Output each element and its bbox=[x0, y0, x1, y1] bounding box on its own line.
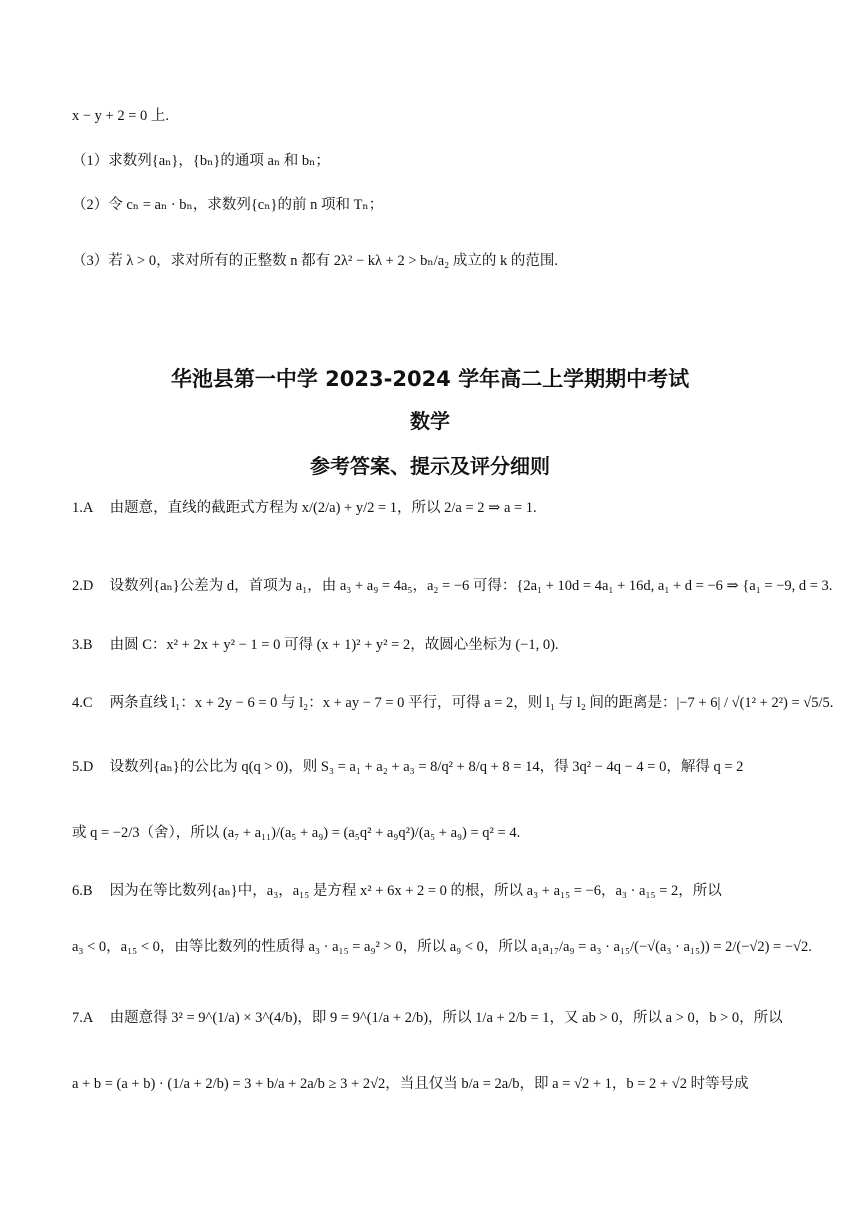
answer-text: a₃ < 0，a₁₅ < 0，由等比数列的性质得 a₃ · a₁₅ = a₉² > 0，所以 a₉ < 0，所以 a₁a₁₇/a₉ = a₃ · a₁₅/(−√(a₃ · a₁₅)) = 2/(−√2) = −√2. bbox=[72, 939, 812, 955]
answer-item-continued bbox=[72, 822, 800, 844]
answer-item bbox=[72, 575, 833, 597]
answer-number: 2.D bbox=[72, 578, 94, 594]
problem-part-3: （3）若 λ > 0，求对所有的正整数 n 都有 2λ² − kλ + 2 > bₙ/a₂ 成立的 k 的范围. bbox=[72, 253, 558, 269]
problem-part-2: （2）令 cₙ = aₙ · bₙ，求数列{cₙ}的前 n 项和 Tₙ； bbox=[72, 197, 384, 213]
answer-item-continued bbox=[72, 1073, 800, 1095]
answer-item bbox=[72, 692, 834, 714]
problem-line-condition: x − y + 2 = 0 上. bbox=[72, 108, 170, 124]
answer-item bbox=[72, 880, 800, 902]
answer-number: 4.C bbox=[72, 695, 93, 711]
answer-text: 由题意，直线的截距式方程为 x/(2/a) + y/2 = 1，所以 2/a = 2 ⇒ a = 1. bbox=[109, 500, 537, 516]
answer-text: 由题意得 3² = 9^(1/a) × 3^(4/b)，即 9 = 9^(1/a + 2/b)，所以 1/a + 2/b = 1，又 ab > 0，所以 a > 0，b > 0，所以 bbox=[109, 1010, 783, 1026]
answer-text: a + b = (a + b) · (1/a + 2/b) = 3 + b/a + 2a/b ≥ 3 + 2√2，当且仅当 b/a = 2a/b，即 a = √2 + 1，b = 2 + √2 时等号成 bbox=[72, 1076, 749, 1092]
answer-number: 3.B bbox=[72, 637, 93, 653]
answer-text: 设数列{aₙ}公差为 d，首项为 a₁，由 a₃ + a₉ = 4a₅，a₂ = −6 可得：{2a₁ + 10d = 4a₁ + 16d, a₁ + d = −6 ⇒ {a₁ = −9, d = 3. bbox=[109, 578, 833, 594]
answer-text: 设数列{aₙ}的公比为 q(q > 0)，则 S₃ = a₁ + a₂ + a₃ = 8/q² + 8/q + 8 = 14，得 3q² − 4q − 4 = 0，解得 q = 2 bbox=[109, 759, 744, 775]
answer-number: 1.A bbox=[72, 500, 94, 516]
answer-number: 7.A bbox=[72, 1010, 94, 1026]
answer-item bbox=[72, 756, 800, 778]
answer-item bbox=[72, 634, 800, 656]
answer-text: 由圆 C：x² + 2x + y² − 1 = 0 可得 (x + 1)² + y² = 2，故圆心坐标为 (−1, 0). bbox=[109, 637, 559, 653]
answer-number: 6.B bbox=[72, 883, 93, 899]
answer-number: 5.D bbox=[72, 759, 94, 775]
answer-text: 因为在等比数列{aₙ}中，a₃，a₁₅ 是方程 x² + 6x + 2 = 0 的根，所以 a₃ + a₁₅ = −6，a₃ · a₁₅ = 2，所以 bbox=[109, 883, 722, 899]
exam-title: 华池县第一中学 2023-2024 学年高二上学期期中考试 bbox=[170, 367, 690, 391]
answer-item bbox=[72, 1007, 800, 1029]
answer-key-title: 参考答案、提示及评分细则 bbox=[310, 454, 550, 478]
problem-part-1: （1）求数列{aₙ}，{bₙ}的通项 aₙ 和 bₙ； bbox=[72, 153, 330, 169]
answer-text: 或 q = −2/3（舍），所以 (a₇ + a₁₁)/(a₅ + a₉) = (a₅q² + a₉q²)/(a₅ + a₉) = q² = 4. bbox=[72, 825, 521, 841]
answer-item bbox=[72, 497, 800, 519]
subject-title: 数学 bbox=[410, 409, 450, 433]
answer-item-continued bbox=[72, 936, 812, 958]
answer-text: 两条直线 l₁：x + 2y − 6 = 0 与 l₂：x + ay − 7 = 0 平行，可得 a = 2，则 l₁ 与 l₂ 间的距离是：|−7 + 6| / √(1² + 2²) = √5/5. bbox=[109, 695, 834, 711]
